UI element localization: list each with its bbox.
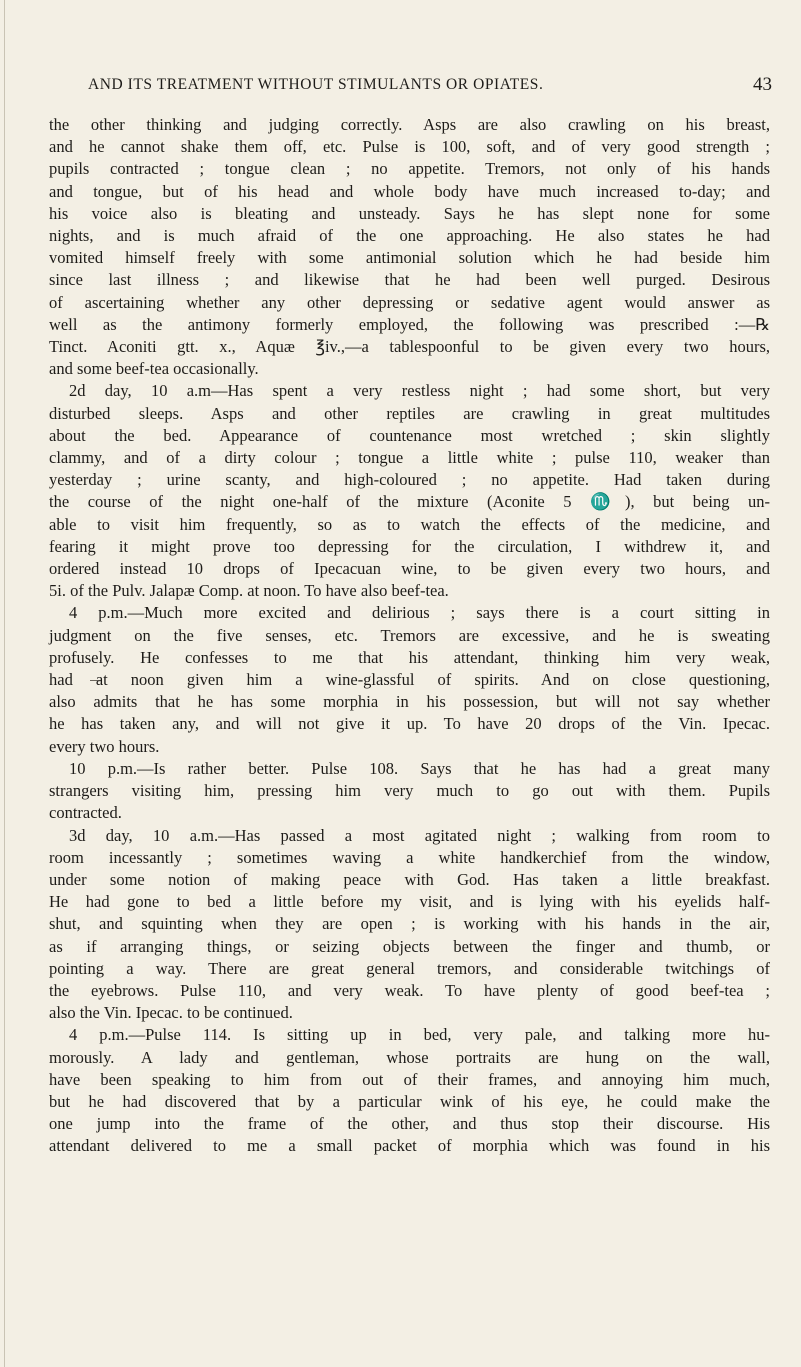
text-line: contracted.	[49, 803, 122, 823]
text-line: he has taken any, and will not give it up. To have 20 drops of the Vin. Ipecac.	[49, 714, 770, 734]
text-line: profusely. He confesses to me that his attendant, thinking him very weak,	[49, 647, 770, 667]
text-line: as if arranging things, or seizing objects between the finger and thumb, or	[49, 936, 770, 956]
text-line: also admits that he has some morphia in his possession, but will not say whether	[49, 692, 770, 712]
text-line: clammy, and of a dirty colour ; tongue a little white ; pulse 110, weaker than	[49, 448, 770, 468]
text-line: disturbed sleeps. Asps and other reptiles are crawling in great multitudes	[49, 403, 770, 423]
text-line: and some beef-tea occasionally.	[49, 359, 259, 379]
text-line: Tinct. Aconiti gtt. x., Aquæ ℥iv.,—a tablespoonful to be given every two hours,	[49, 337, 770, 357]
text-line: fearing it might prove too depressing for the circulation, I withdrew it, and	[49, 536, 770, 556]
text-line: had at noon given him a wine-glassful of spirits. And on close questioning,	[49, 670, 770, 690]
text-line: 4 p.m.—Much more excited and delirious ; says there is a court sitting in	[69, 603, 770, 623]
text-line: the eyebrows. Pulse 110, and very weak. To have plenty of good beef-tea ;	[49, 980, 770, 1000]
text-line: shut, and squinting when they are open ; is working with his hands in the air,	[49, 914, 770, 934]
text-line: one jump into the frame of the other, and thus stop their discourse. His	[49, 1114, 770, 1134]
running-head-title: AND ITS TREATMENT WITHOUT STIMULANTS OR OPIATES.	[88, 76, 544, 93]
text-line: 10 p.m.—Is rather better. Pulse 108. Says that he has had a great many	[69, 758, 770, 778]
text-line: have been speaking to him from out of their frames, and annoying him much,	[49, 1069, 770, 1089]
text-line: the other thinking and judging correctly. Asps are also crawling on his breast,	[49, 115, 770, 134]
text-line: also the Vin. Ipecac. to be continued.	[49, 1003, 293, 1023]
text-line: since last illness ; and likewise that he had been well purged. Desirous	[49, 270, 770, 290]
text-line: pointing a way. There are great general tremors, and considerable twitchings of	[49, 958, 770, 978]
text-line: yesterday ; urine scanty, and high-coloured ; no appetite. Had taken during	[49, 470, 770, 490]
text-line: his voice also is bleating and unsteady. Says he has slept none for some	[49, 203, 770, 223]
text-line: vomited himself freely with some antimonial solution which he had beside him	[49, 248, 770, 268]
text-line: well as the antimony formerly employed, the following was prescribed :—℞	[49, 314, 770, 334]
text-line: ordered instead 10 drops of Ipecacuan wine, to be given every two hours, and	[49, 559, 770, 579]
body-text	[49, 114, 770, 1158]
text-line: and he cannot shake them off, etc. Pulse is 100, soft, and of very good strength ;	[49, 137, 770, 157]
text-line: about the bed. Appearance of countenance most wretched ; skin slightly	[49, 425, 770, 445]
text-line: pupils contracted ; tongue clean ; no appetite. Tremors, not only of his hands	[49, 159, 770, 179]
text-line: judgment on the five senses, etc. Tremors are excessive, and he is sweating	[49, 625, 770, 645]
page-edge-rule	[4, 0, 5, 1367]
text-line: He had gone to bed a little before my visit, and is lying with his eyelids half-	[49, 892, 770, 912]
text-line: strangers visiting him, pressing him very much to go out with them. Pupils	[49, 781, 770, 801]
text-line: and tongue, but of his head and whole body have much increased to-day; and	[49, 181, 770, 201]
text-line: 2d day, 10 a.m—Has spent a very restless night ; had some short, but very	[69, 381, 770, 401]
text-line: the course of the night one-half of the mixture (Aconite 5 ♏), but being un-	[49, 492, 770, 512]
text-line: every two hours.	[49, 736, 160, 756]
text-line: nights, and is much afraid of the one approaching. He also states he had	[49, 226, 770, 246]
text-line: 3d day, 10 a.m.—Has passed a most agitated night ; walking from room to	[69, 825, 770, 845]
text-line: but he had discovered that by a particular wink of his eye, he could make the	[49, 1091, 770, 1111]
text-line: of ascertaining whether any other depressing or sedative agent would answer as	[49, 292, 770, 312]
text-line: 5i. of the Pulv. Jalapæ Comp. at noon. To have also beef-tea.	[49, 581, 449, 601]
text-line: able to visit him frequently, so as to watch the effects of the medicine, and	[49, 514, 770, 534]
text-line: room incessantly ; sometimes waving a white handkerchief from the window,	[49, 847, 770, 867]
text-line: 4 p.m.—Pulse 114. Is sitting up in bed, very pale, and talking more hu-	[69, 1025, 770, 1045]
running-head	[88, 76, 772, 100]
text-line: under some notion of making peace with God. Has taken a little breakfast.	[49, 869, 770, 889]
text-line: morously. A lady and gentleman, whose portraits are hung on the wall,	[49, 1047, 770, 1067]
text-line: attendant delivered to me a small packet of morphia which was found in his	[49, 1136, 770, 1156]
page-number: 43	[753, 74, 772, 95]
